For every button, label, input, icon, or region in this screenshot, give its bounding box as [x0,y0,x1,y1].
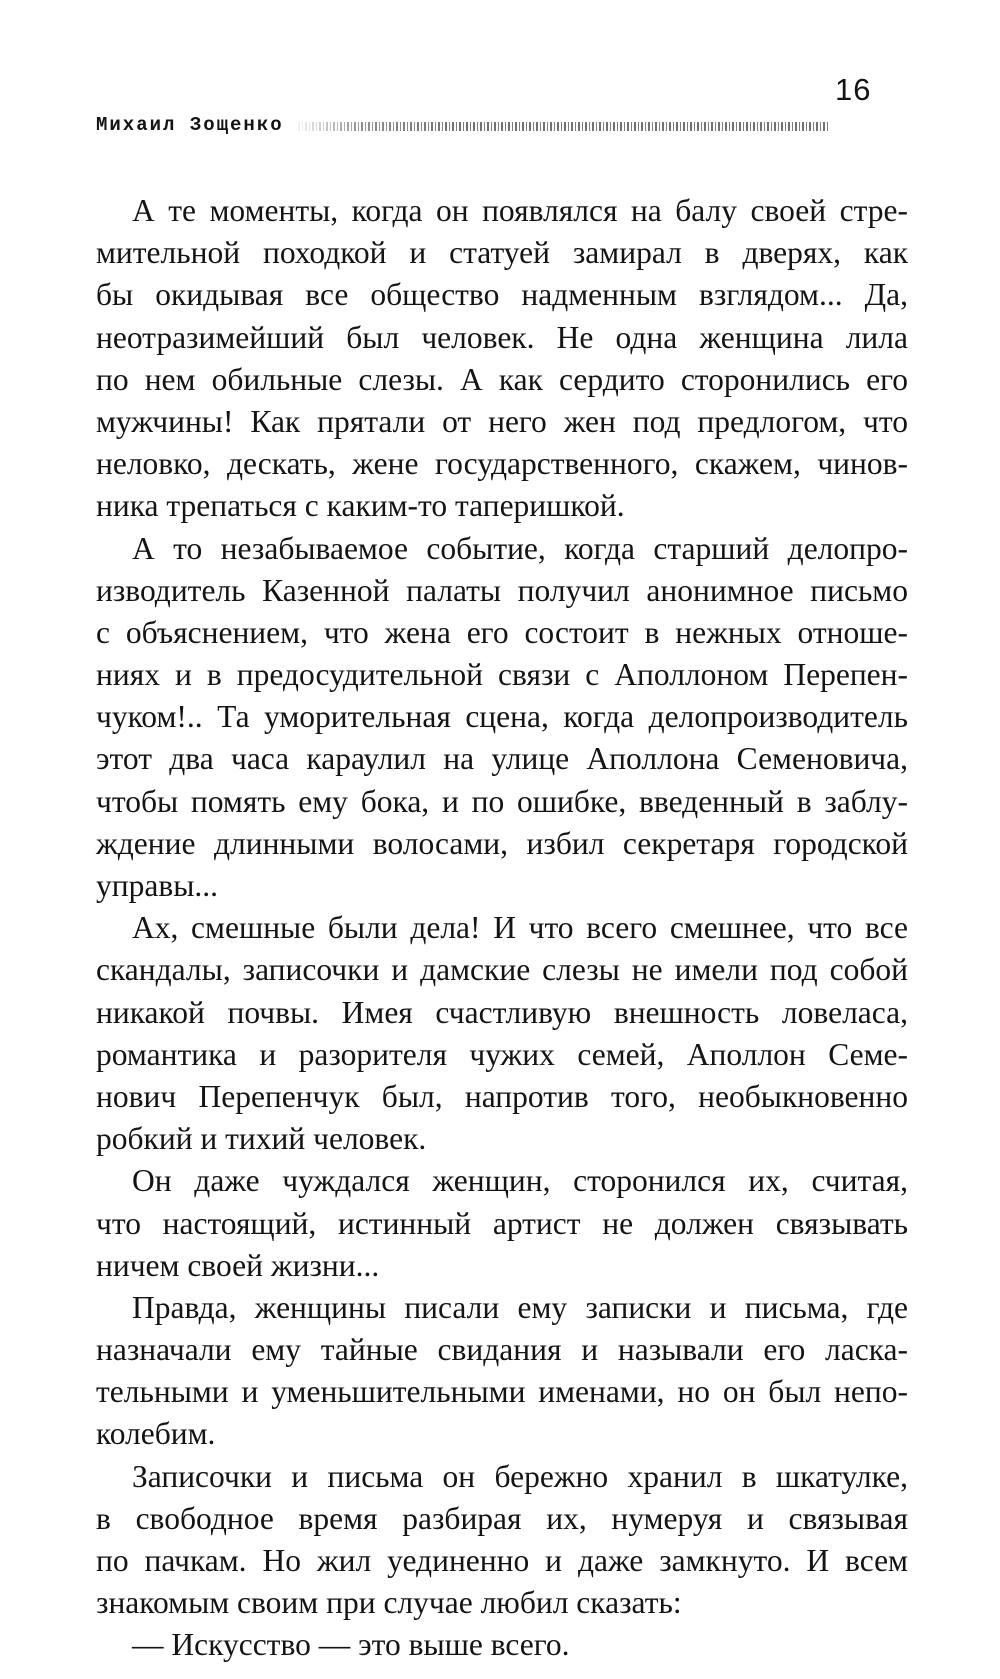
text-line: мужчины! Как прятали от него жен под предлогом, что [96,403,908,439]
paragraph-6 [96,1456,908,1625]
text-line: нович Перепенчук был, напротив того, необыкновенно [96,1078,908,1114]
text-line: ника трепаться с каким-то таперишкой. [96,488,625,524]
text-line: никакой почвы. Имея счастливую внешность ловеласа, [96,994,908,1030]
text-line: ждение длинными волосами, избил секретаря городской [96,825,908,861]
paragraph-1 [96,190,908,528]
text-line: А те моменты, когда он появлялся на балу своей стре- [132,193,908,228]
body-text [96,190,908,1667]
paragraph-3 [96,907,908,1160]
text-line: чуком!.. Та уморительная сцена, когда делопроизводитель [96,699,908,735]
running-head [96,110,896,140]
paragraph-5 [96,1287,908,1456]
text-line: Он даже чуждался женщин, сторонился их, считая, [132,1163,908,1199]
text-line: этот два часа караулил на улице Аполлона Семеновича, [96,741,908,777]
text-line: — Искусство — это выше всего. [132,1627,570,1663]
author-name: Михаил Зощенко [96,114,284,136]
text-line: ниях и в предосудительной связи с Аполлоном Перепен- [96,657,908,693]
text-line: в свободное время разбирая их, нумеруя и связывая [96,1500,908,1536]
paragraph-2 [96,528,908,908]
text-line: по пачкам. Но жил уединенно и даже замкнуто. И всем [96,1543,908,1578]
text-line: бы окидывая все общество надменным взглядом... Да, [96,277,908,313]
text-line: мительной походкой и статуей замирал в дверях, как [96,235,908,271]
text-line: скандалы, записочки и дамские слезы не имели под собой [96,952,908,988]
page-number: 16 [835,72,872,107]
text-line: колебим. [96,1416,216,1452]
text-line: робкий и тихий человек. [96,1121,427,1157]
text-line: с объяснением, что жена его состоит в нежных отноше- [96,614,908,650]
text-line: тельными и уменьшительными именами, но он был непо- [96,1374,908,1410]
text-line: чтобы помять ему бока, и по ошибке, введенный в заблу- [96,783,908,819]
text-line: неловко, дескать, жене государственного, скажем, чинов- [96,446,908,482]
text-line: назначали ему тайные свидания и называли его ласка- [96,1332,908,1368]
text-line: знакомым своим при случае любил сказать: [96,1585,682,1621]
text-line: А то незабываемое событие, когда старший делопро- [132,530,908,566]
text-line: Правда, женщины писали ему записки и письма, где [132,1289,908,1325]
paragraph-7 [96,1624,908,1666]
header-rule-ornament [298,122,828,131]
text-line: ничем своей жизни... [96,1247,380,1283]
text-line: неотразимейший был человек. Не одна женщина лила [96,319,908,355]
text-line: по нем обильные слезы. А как сердито сторонились его [96,361,908,397]
text-line: управы... [96,868,219,903]
text-line: что настоящий, истинный артист не должен связывать [96,1205,908,1241]
text-line: изводитель Казенной палаты получил анонимное письмо [96,572,908,608]
paragraph-4 [96,1160,908,1287]
text-line: романтика и разорителя чужих семей, Аполлон Семе- [96,1036,908,1072]
text-line: Ах, смешные были дела! И что всего смешнее, что все [132,910,908,946]
text-line: Записочки и письма он бережно хранил в шкатулке, [132,1458,908,1494]
